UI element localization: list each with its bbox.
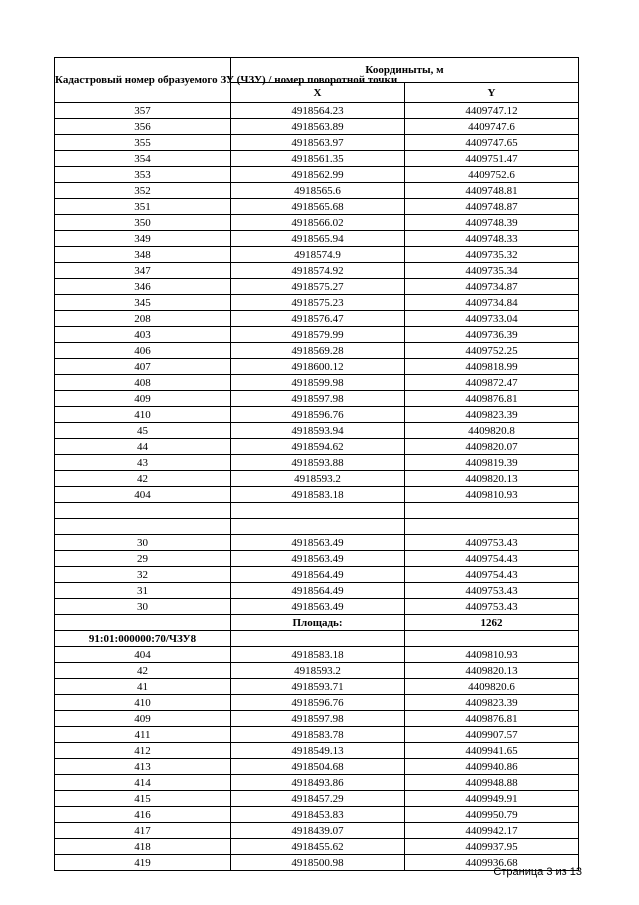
point-number-cell: 354 xyxy=(55,151,231,167)
x-coordinate-cell: 4918564.49 xyxy=(231,583,405,599)
y-coordinate-cell: 4409752.25 xyxy=(405,343,579,359)
point-number-cell: 351 xyxy=(55,199,231,215)
y-coordinate-cell: 4409820.8 xyxy=(405,423,579,439)
x-coordinate-cell: 4918593.94 xyxy=(231,423,405,439)
table-row xyxy=(55,791,579,807)
empty-cell xyxy=(55,519,231,535)
y-coordinate-cell: 4409936.68 xyxy=(405,855,579,871)
y-coordinate-cell: 4409751.47 xyxy=(405,151,579,167)
table-row xyxy=(55,327,579,343)
table-row xyxy=(55,407,579,423)
table-row xyxy=(55,183,579,199)
empty-row xyxy=(55,519,579,535)
point-number-cell: 415 xyxy=(55,791,231,807)
coordinates-table xyxy=(54,57,579,871)
table-row xyxy=(55,839,579,855)
y-coordinate-cell: 4409810.93 xyxy=(405,647,579,663)
point-number-cell: 42 xyxy=(55,663,231,679)
point-number-cell: 404 xyxy=(55,487,231,503)
y-coordinate-cell: 4409820.13 xyxy=(405,471,579,487)
x-coordinate-cell: 4918593.88 xyxy=(231,455,405,471)
point-number-cell: 413 xyxy=(55,759,231,775)
section-header-row xyxy=(55,631,579,647)
table-row xyxy=(55,711,579,727)
y-coordinate-cell: 4409733.04 xyxy=(405,311,579,327)
empty-cell xyxy=(55,615,231,631)
point-number-cell: 416 xyxy=(55,807,231,823)
y-coordinate-cell: 4409941.65 xyxy=(405,743,579,759)
table-row xyxy=(55,727,579,743)
table-row xyxy=(55,247,579,263)
x-coordinate-cell: 4918563.97 xyxy=(231,135,405,151)
x-coordinate-cell: 4918599.98 xyxy=(231,375,405,391)
point-number-cell: 411 xyxy=(55,727,231,743)
table-row xyxy=(55,647,579,663)
cadastral-number-header: Кадастровый номер образуемого ЗУ (ЧЗУ) / номер поворотной точки xyxy=(55,58,231,103)
y-coordinate-cell: 4409754.43 xyxy=(405,567,579,583)
point-number-cell: 347 xyxy=(55,263,231,279)
x-coordinate-cell: 4918439.07 xyxy=(231,823,405,839)
y-coordinate-cell: 4409907.57 xyxy=(405,727,579,743)
point-number-cell: 31 xyxy=(55,583,231,599)
point-number-cell: 408 xyxy=(55,375,231,391)
point-number-cell: 32 xyxy=(55,567,231,583)
x-coordinate-cell: 4918600.12 xyxy=(231,359,405,375)
y-coordinate-cell: 4409823.39 xyxy=(405,695,579,711)
empty-cell xyxy=(405,631,579,647)
y-coordinate-cell: 4409876.81 xyxy=(405,391,579,407)
x-coordinate-cell: 4918596.76 xyxy=(231,695,405,711)
coordinates-header: Координыты, м xyxy=(231,58,579,83)
y-coordinate-cell: 4409820.6 xyxy=(405,679,579,695)
y-coordinate-cell: 4409747.12 xyxy=(405,103,579,119)
y-coordinate-cell: 4409823.39 xyxy=(405,407,579,423)
table-body xyxy=(55,103,579,871)
y-coordinate-cell: 4409820.07 xyxy=(405,439,579,455)
x-coordinate-cell: 4918597.98 xyxy=(231,711,405,727)
x-coordinate-cell: 4918593.2 xyxy=(231,663,405,679)
y-coordinate-cell: 4409810.93 xyxy=(405,487,579,503)
point-number-cell: 350 xyxy=(55,215,231,231)
table-row xyxy=(55,231,579,247)
y-coordinate-cell: 4409754.43 xyxy=(405,551,579,567)
point-number-cell: 348 xyxy=(55,247,231,263)
x-coordinate-cell: 4918566.02 xyxy=(231,215,405,231)
x-coordinate-cell: 4918579.99 xyxy=(231,327,405,343)
y-coordinate-cell: 4409942.17 xyxy=(405,823,579,839)
x-coordinate-cell: 4918565.6 xyxy=(231,183,405,199)
point-number-cell: 44 xyxy=(55,439,231,455)
table-row xyxy=(55,535,579,551)
x-coordinate-cell: 4918504.68 xyxy=(231,759,405,775)
x-coordinate-cell: 4918583.18 xyxy=(231,487,405,503)
point-number-cell: 29 xyxy=(55,551,231,567)
x-coordinate-cell: 4918563.89 xyxy=(231,119,405,135)
point-number-cell: 356 xyxy=(55,119,231,135)
x-coordinate-cell: 4918574.9 xyxy=(231,247,405,263)
table-row xyxy=(55,439,579,455)
table-row xyxy=(55,151,579,167)
y-coordinate-cell: 4409876.81 xyxy=(405,711,579,727)
y-coordinate-cell: 4409937.95 xyxy=(405,839,579,855)
point-number-cell: 418 xyxy=(55,839,231,855)
table-row xyxy=(55,743,579,759)
y-coordinate-cell: 4409748.39 xyxy=(405,215,579,231)
empty-row xyxy=(55,503,579,519)
table-row xyxy=(55,551,579,567)
table-header xyxy=(55,58,579,103)
table-row xyxy=(55,583,579,599)
table-row xyxy=(55,807,579,823)
table-row xyxy=(55,167,579,183)
table-row xyxy=(55,103,579,119)
point-number-cell: 30 xyxy=(55,599,231,615)
point-number-cell: 349 xyxy=(55,231,231,247)
point-number-cell: 353 xyxy=(55,167,231,183)
x-coordinate-cell: 4918569.28 xyxy=(231,343,405,359)
point-number-cell: 410 xyxy=(55,695,231,711)
y-column-header: Y xyxy=(405,83,579,103)
table-row xyxy=(55,759,579,775)
table-row xyxy=(55,487,579,503)
point-number-cell: 417 xyxy=(55,823,231,839)
table-row xyxy=(55,119,579,135)
table-row xyxy=(55,695,579,711)
table-row xyxy=(55,135,579,151)
table-row xyxy=(55,567,579,583)
y-coordinate-cell: 4409940.86 xyxy=(405,759,579,775)
point-number-cell: 45 xyxy=(55,423,231,439)
x-coordinate-cell: 4918549.13 xyxy=(231,743,405,759)
point-number-cell: 419 xyxy=(55,855,231,871)
x-column-header: X xyxy=(231,83,405,103)
point-number-cell: 208 xyxy=(55,311,231,327)
table-row xyxy=(55,343,579,359)
x-coordinate-cell: 4918574.92 xyxy=(231,263,405,279)
table-row xyxy=(55,823,579,839)
empty-cell xyxy=(231,503,405,519)
table-row xyxy=(55,391,579,407)
x-coordinate-cell: 4918564.23 xyxy=(231,103,405,119)
y-coordinate-cell: 4409948.88 xyxy=(405,775,579,791)
point-number-cell: 414 xyxy=(55,775,231,791)
x-coordinate-cell: 4918563.49 xyxy=(231,551,405,567)
y-coordinate-cell: 4409748.81 xyxy=(405,183,579,199)
x-coordinate-cell: 4918565.68 xyxy=(231,199,405,215)
y-coordinate-cell: 4409747.6 xyxy=(405,119,579,135)
x-coordinate-cell: 4918575.27 xyxy=(231,279,405,295)
table-row xyxy=(55,311,579,327)
area-label: Площадь: xyxy=(231,615,405,631)
x-coordinate-cell: 4918583.18 xyxy=(231,647,405,663)
point-number-cell: 41 xyxy=(55,679,231,695)
y-coordinate-cell: 4409818.99 xyxy=(405,359,579,375)
point-number-cell: 403 xyxy=(55,327,231,343)
y-coordinate-cell: 4409734.87 xyxy=(405,279,579,295)
table-row xyxy=(55,359,579,375)
table-row xyxy=(55,423,579,439)
page-number: Страница 3 из 13 xyxy=(493,866,582,878)
empty-cell xyxy=(405,519,579,535)
point-number-cell: 412 xyxy=(55,743,231,759)
table-row xyxy=(55,455,579,471)
point-number-cell: 407 xyxy=(55,359,231,375)
x-coordinate-cell: 4918500.98 xyxy=(231,855,405,871)
y-coordinate-cell: 4409950.79 xyxy=(405,807,579,823)
x-coordinate-cell: 4918593.71 xyxy=(231,679,405,695)
table-row xyxy=(55,263,579,279)
y-coordinate-cell: 4409747.65 xyxy=(405,135,579,151)
point-number-cell: 409 xyxy=(55,711,231,727)
x-coordinate-cell: 4918575.23 xyxy=(231,295,405,311)
table-row xyxy=(55,215,579,231)
y-coordinate-cell: 4409820.13 xyxy=(405,663,579,679)
empty-cell xyxy=(55,503,231,519)
table-row xyxy=(55,199,579,215)
table-row xyxy=(55,775,579,791)
y-coordinate-cell: 4409735.34 xyxy=(405,263,579,279)
y-coordinate-cell: 4409734.84 xyxy=(405,295,579,311)
point-number-cell: 409 xyxy=(55,391,231,407)
table-row xyxy=(55,375,579,391)
x-coordinate-cell: 4918563.49 xyxy=(231,599,405,615)
y-coordinate-cell: 4409748.33 xyxy=(405,231,579,247)
table-row xyxy=(55,471,579,487)
table-row xyxy=(55,679,579,695)
x-coordinate-cell: 4918455.62 xyxy=(231,839,405,855)
y-coordinate-cell: 4409753.43 xyxy=(405,599,579,615)
y-coordinate-cell: 4409736.39 xyxy=(405,327,579,343)
x-coordinate-cell: 4918563.49 xyxy=(231,535,405,551)
point-number-cell: 42 xyxy=(55,471,231,487)
empty-cell xyxy=(231,631,405,647)
x-coordinate-cell: 4918596.76 xyxy=(231,407,405,423)
y-coordinate-cell: 4409819.39 xyxy=(405,455,579,471)
x-coordinate-cell: 4918564.49 xyxy=(231,567,405,583)
point-number-cell: 346 xyxy=(55,279,231,295)
x-coordinate-cell: 4918583.78 xyxy=(231,727,405,743)
x-coordinate-cell: 4918594.62 xyxy=(231,439,405,455)
point-number-cell: 406 xyxy=(55,343,231,359)
y-coordinate-cell: 4409752.6 xyxy=(405,167,579,183)
y-coordinate-cell: 4409949.91 xyxy=(405,791,579,807)
y-coordinate-cell: 4409872.47 xyxy=(405,375,579,391)
point-number-cell: 345 xyxy=(55,295,231,311)
y-coordinate-cell: 4409753.43 xyxy=(405,535,579,551)
table-row xyxy=(55,599,579,615)
x-coordinate-cell: 4918457.29 xyxy=(231,791,405,807)
y-coordinate-cell: 4409753.43 xyxy=(405,583,579,599)
x-coordinate-cell: 4918493.86 xyxy=(231,775,405,791)
point-number-cell: 404 xyxy=(55,647,231,663)
section-cadastral-number: 91:01:000000:70/ЧЗУ8 xyxy=(55,631,231,647)
table-row xyxy=(55,295,579,311)
point-number-cell: 357 xyxy=(55,103,231,119)
x-coordinate-cell: 4918453.83 xyxy=(231,807,405,823)
table-row xyxy=(55,663,579,679)
point-number-cell: 43 xyxy=(55,455,231,471)
x-coordinate-cell: 4918562.99 xyxy=(231,167,405,183)
x-coordinate-cell: 4918565.94 xyxy=(231,231,405,247)
point-number-cell: 30 xyxy=(55,535,231,551)
empty-cell xyxy=(405,503,579,519)
y-coordinate-cell: 4409748.87 xyxy=(405,199,579,215)
y-coordinate-cell: 4409735.32 xyxy=(405,247,579,263)
x-coordinate-cell: 4918593.2 xyxy=(231,471,405,487)
point-number-cell: 355 xyxy=(55,135,231,151)
x-coordinate-cell: 4918597.98 xyxy=(231,391,405,407)
x-coordinate-cell: 4918576.47 xyxy=(231,311,405,327)
area-row xyxy=(55,615,579,631)
point-number-cell: 410 xyxy=(55,407,231,423)
table-row xyxy=(55,279,579,295)
empty-cell xyxy=(231,519,405,535)
point-number-cell: 352 xyxy=(55,183,231,199)
area-value: 1262 xyxy=(405,615,579,631)
x-coordinate-cell: 4918561.35 xyxy=(231,151,405,167)
